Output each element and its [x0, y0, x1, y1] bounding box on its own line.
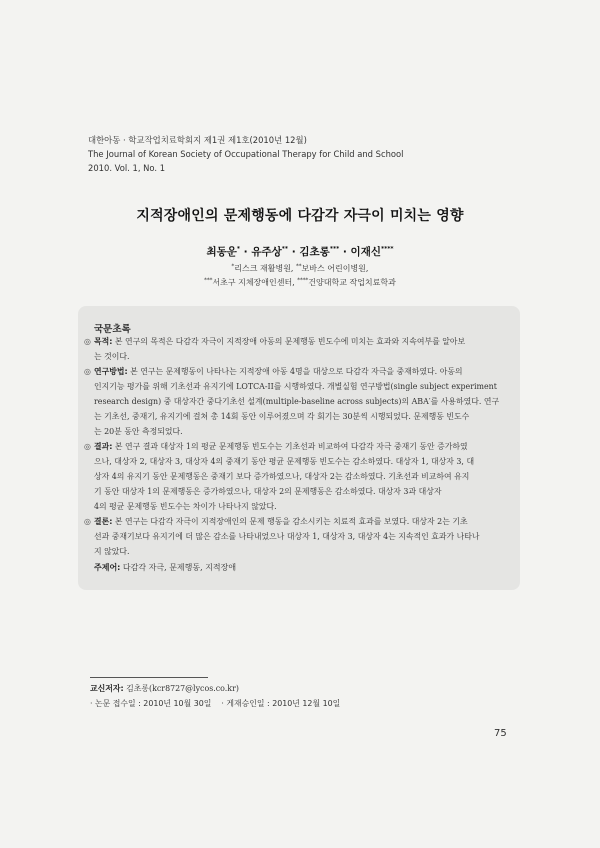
journal-header	[88, 133, 403, 175]
journal-name-korean: 대한아동 · 학교작업치료학회지 제1권 제1호(2010년 12월)	[88, 135, 307, 145]
correspondent-label: 교신저자:	[90, 684, 124, 693]
section-label: 연구방법:	[94, 367, 128, 376]
affiliation-text: 건양대학교 작업치료학과	[308, 278, 396, 287]
section-text: 상자 4의 유지기 동안 문제행동은 중재기 보다 증가하였으나, 대상자 2는 감소하였다. 기초선과 비교하여 유지	[94, 472, 470, 481]
abstract-conclusion	[84, 514, 512, 559]
affiliation-line-2	[0, 277, 600, 288]
bullet-icon: ◎	[84, 367, 91, 376]
abstract-method	[84, 364, 512, 439]
section-text: 인지기능 평가를 위해 기초선과 유지기에 LOTCA-II를 시행하였다. 개별실험 연구방법(single subject experiment	[94, 382, 497, 391]
section-text: 본 연구 결과 대상자 1의 평균 문제행동 빈도수는 기초선과 비교하여 다감각 자극 중재기 동안 증가하였	[112, 442, 468, 451]
abstract-results	[84, 439, 512, 514]
section-text: 기 동안 대상자 1의 문제행동은 증가하였으나, 대상자 2의 문제행동은 감소하였다. 대상자 3과 대상자	[94, 487, 442, 496]
author-1: 최동운	[206, 246, 237, 258]
section-text: 지 않았다.	[94, 547, 130, 556]
section-text: 는 기초선, 중재기, 유지기에 걸쳐 총 14회 동안 이루어졌으며 각 회기는 30분씩 시행되었다. 문제행동 빈도수	[94, 412, 470, 421]
abstract-purpose	[84, 334, 512, 364]
author-3-mark: ***	[329, 245, 340, 253]
section-text: 으나, 대상자 2, 대상자 3, 대상자 4의 중재기 동안 평균 문제행동 빈도수는 감소하였다. 대상자 1, 대상자 3, 대	[94, 457, 475, 466]
section-text: 4의 평균 문제행동 빈도수는 차이가 나타나지 않았다.	[94, 502, 277, 511]
author-2: 유주상	[251, 246, 282, 258]
keywords	[94, 562, 236, 573]
keywords-label: 주제어:	[94, 563, 121, 572]
author-separator: ·	[288, 246, 300, 258]
section-text: 는 것이다.	[94, 352, 130, 361]
footnote-divider	[90, 677, 208, 678]
author-separator: ·	[339, 246, 351, 258]
correspondent-text: 김초롱(kcr8727@lycos.co.kr)	[123, 684, 239, 693]
section-label: 결론:	[94, 517, 113, 526]
author-separator: ·	[240, 246, 252, 258]
affiliation-text: 리스크 재활병원,	[234, 264, 297, 273]
author-list	[0, 244, 600, 259]
paper-title: 지적장애인의 문제행동에 다감각 자극이 미치는 영향	[136, 208, 464, 224]
section-text: 본 연구는 문제행동이 나타나는 지적장애 아동 4명을 대상으로 다감각 자극을 중재하였다. 아동의	[127, 367, 463, 376]
author-1-mark: *	[236, 245, 241, 253]
correspondence	[90, 683, 239, 694]
affiliation-text: 서초구 지체장애인센터,	[212, 278, 298, 287]
section-label: 결과:	[94, 442, 113, 451]
submission-dates: · 논문 접수일 : 2010년 10월 30일 · 게재승인일 : 2010년 12월 10일	[90, 699, 341, 708]
section-text: 본 연구의 목적은 다감각 자극이 지적장애 아동의 문제행동 빈도수에 미치는 효과와 지속여부를 알아보	[112, 337, 466, 346]
affiliation-mark: **	[296, 263, 302, 270]
affiliation-line-1	[0, 263, 600, 274]
section-text: research design) 중 대상자간 중다기초선 설계(multiple-baseline across subjects)의 ABA′를 사용하였다. 연구	[94, 397, 500, 406]
author-4-mark: ****	[380, 245, 394, 253]
bullet-icon: ◎	[84, 337, 91, 346]
abstract-heading: 국문초록	[94, 324, 131, 335]
section-label: 목적:	[94, 337, 113, 346]
section-text: 본 연구는 다감각 자극이 지적장애인의 문제 행동을 감소시키는 치료적 효과를 보였다. 대상자 2는 기초	[112, 517, 468, 526]
affiliation-mark: ****	[297, 277, 309, 284]
affiliation-mark: ***	[204, 277, 213, 284]
section-text: 는 20분 동안 측정되었다.	[94, 427, 183, 436]
bullet-icon: ◎	[84, 442, 91, 451]
journal-volume: 2010. Vol. 1, No. 1	[88, 163, 166, 173]
affiliation-text: 보바스 어린이병원,	[301, 264, 369, 273]
keywords-text: 다감각 자극, 문제행동, 지적장애	[120, 563, 237, 572]
bullet-icon: ◎	[84, 517, 91, 526]
journal-name-english: The Journal of Korean Society of Occupational Therapy for Child and School	[88, 149, 404, 159]
author-3: 김초롱	[299, 246, 330, 258]
author-4: 이재신	[350, 246, 381, 258]
page-number: 75	[494, 728, 507, 739]
author-2-mark: **	[281, 245, 289, 253]
section-text: 선과 중재기보다 유지기에 더 많은 감소를 나타내었으나 대상자 1, 대상자 3, 대상자 4는 지속적인 효과가 나타나	[94, 532, 480, 541]
affiliation-mark: *	[231, 263, 235, 270]
